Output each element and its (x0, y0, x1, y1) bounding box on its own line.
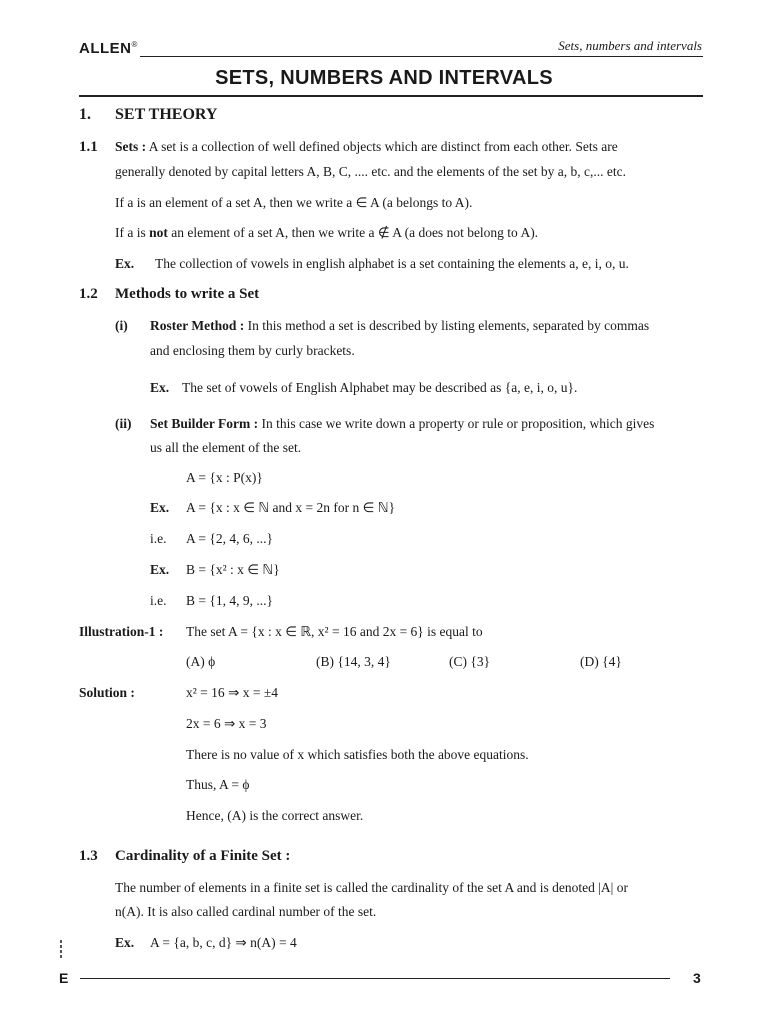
section-1-2-heading: Methods to write a Set (115, 286, 260, 302)
section-1-2-number: 1.2 (79, 286, 98, 302)
footer-edition: E (59, 970, 69, 986)
set-builder-form: A = {x : P(x)} (186, 470, 263, 485)
page-title: SETS, NUMBERS AND INTERVALS (215, 67, 553, 89)
cardinality-line2: n(A). It is also called cardinal number of the set. (115, 904, 377, 919)
belongs-line: If a is an element of a set A, then we write a ∈ A (a belongs to A). (115, 195, 473, 210)
builder-ex2-label: Ex. (150, 562, 170, 577)
cardinality-line1: The number of elements in a finite set is called the cardinality of the set A and is denoted |A| or (115, 880, 629, 895)
set-builder-line1: Set Builder Form : In this case we write down a property or rule or proposition, which gives (150, 416, 655, 431)
section-1-number: 1. (79, 106, 91, 123)
builder-ie2-label: i.e. (150, 593, 167, 608)
illustration-label: Illustration-1 : (79, 624, 164, 639)
sets-definition-line2: generally denoted by capital letters A, B, C, .... etc. and the elements of the set by a, b, c,... etc. (115, 164, 626, 179)
header-rule (140, 56, 703, 57)
roster-example: The set of vowels of English Alphabet may be described as {a, e, i, o, u}. (182, 380, 578, 395)
solution-line1: x² = 16 ⇒ x = ±4 (186, 685, 278, 700)
solution-label: Solution : (79, 685, 135, 700)
cardinality-example-label: Ex. (115, 935, 135, 950)
solution-line4: Thus, A = ϕ (186, 777, 250, 792)
vowels-example: The collection of vowels in english alphabet is a set containing the elements a, e, i, o, u. (155, 256, 629, 271)
solution-line5: Hence, (A) is the correct answer. (186, 808, 364, 823)
page-number: 3 (693, 970, 701, 986)
footer-rule (80, 978, 670, 979)
roster-line2: and enclosing them by curly brackets. (150, 343, 355, 358)
set-builder-number: (ii) (115, 416, 132, 431)
option-a: (A) ϕ (186, 654, 216, 669)
builder-ex1: A = {x : x ∈ ℕ and x = 2n for n ∈ ℕ} (186, 500, 396, 515)
sets-definition-line1: Sets : A set is a collection of well defined objects which are distinct from each other. Sets are (115, 139, 618, 154)
not-belongs-line: If a is not an element of a set A, then we write a ∉ A (a does not belong to A). (115, 225, 539, 240)
builder-ex2: B = {x² : x ∈ ℕ} (186, 562, 280, 577)
cardinality-example: A = {a, b, c, d} ⇒ n(A) = 4 (150, 935, 297, 950)
roster-example-label: Ex. (150, 380, 170, 395)
builder-ie2: B = {1, 4, 9, ...} (186, 593, 273, 608)
builder-ie1-label: i.e. (150, 531, 167, 546)
roster-number: (i) (115, 318, 128, 333)
title-rule (79, 95, 703, 97)
section-1-3-number: 1.3 (79, 848, 98, 864)
section-1-heading: SET THEORY (115, 106, 218, 123)
set-builder-line2: us all the element of the set. (150, 440, 302, 455)
roster-line1: Roster Method : In this method a set is described by listing elements, separated by commas (150, 318, 650, 333)
builder-ie1: A = {2, 4, 6, ...} (186, 531, 273, 546)
allen-logo: ALLEN® (79, 40, 138, 57)
solution-line2: 2x = 6 ⇒ x = 3 (186, 716, 267, 731)
section-1-3-heading: Cardinality of a Finite Set : (115, 848, 291, 864)
solution-line3: There is no value of x which satisfies both the above equations. (186, 747, 529, 762)
illustration-question: The set A = {x : x ∈ ℝ, x² = 16 and 2x = 6} is equal to (186, 624, 483, 639)
example-label: Ex. (115, 256, 135, 271)
builder-ex1-label: Ex. (150, 500, 170, 515)
running-title: Sets, numbers and intervals (558, 38, 702, 53)
option-b: (B) {14, 3, 4} (316, 654, 391, 669)
option-c: (C) {3} (449, 654, 491, 669)
option-d: (D) {4} (580, 654, 622, 669)
side-mark (60, 940, 63, 962)
section-1-1-number: 1.1 (79, 139, 98, 155)
